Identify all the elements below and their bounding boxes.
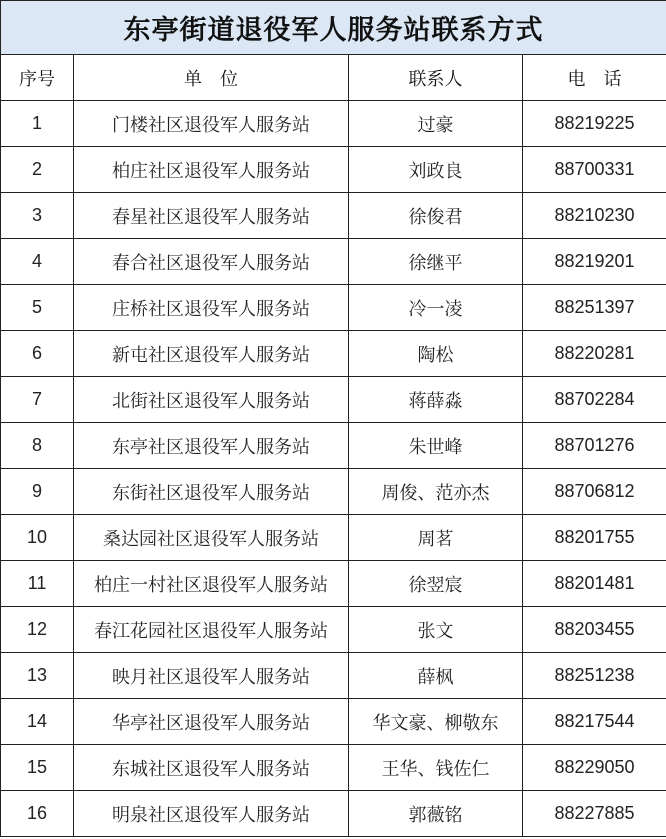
table-row	[1, 423, 666, 469]
cell-phone: 88219201	[523, 239, 666, 285]
cell-seq: 11	[1, 561, 74, 607]
cell-seq: 10	[1, 515, 74, 561]
cell-unit: 柏庄社区退役军人服务站	[74, 147, 349, 193]
cell-phone: 88706812	[523, 469, 666, 515]
header-unit: 单 位	[74, 55, 349, 101]
cell-contact: 徐翌宸	[349, 561, 523, 607]
cell-phone: 88220281	[523, 331, 666, 377]
cell-unit: 庄桥社区退役军人服务站	[74, 285, 349, 331]
cell-seq: 1	[1, 101, 74, 147]
cell-seq: 12	[1, 607, 74, 653]
cell-phone: 88700331	[523, 147, 666, 193]
cell-contact: 陶松	[349, 331, 523, 377]
cell-contact: 蒋薛淼	[349, 377, 523, 423]
cell-phone: 88210230	[523, 193, 666, 239]
header-seq: 序号	[1, 55, 74, 101]
table-row	[1, 561, 666, 607]
cell-unit: 门楼社区退役军人服务站	[74, 101, 349, 147]
table-row	[1, 515, 666, 561]
cell-phone: 88251397	[523, 285, 666, 331]
cell-contact: 刘政良	[349, 147, 523, 193]
cell-contact: 周茗	[349, 515, 523, 561]
cell-seq: 2	[1, 147, 74, 193]
cell-phone: 88701276	[523, 423, 666, 469]
cell-phone: 88227885	[523, 791, 666, 837]
cell-unit: 春合社区退役军人服务站	[74, 239, 349, 285]
table-row	[1, 285, 666, 331]
table-row	[1, 653, 666, 699]
cell-unit: 北街社区退役军人服务站	[74, 377, 349, 423]
cell-seq: 9	[1, 469, 74, 515]
cell-unit: 华亭社区退役军人服务站	[74, 699, 349, 745]
cell-contact: 冷一凌	[349, 285, 523, 331]
cell-phone: 88201755	[523, 515, 666, 561]
header-phone: 电 话	[523, 55, 666, 101]
cell-phone: 88229050	[523, 745, 666, 791]
header-contact: 联系人	[349, 55, 523, 101]
table-row	[1, 101, 666, 147]
cell-phone: 88251238	[523, 653, 666, 699]
cell-unit: 新屯社区退役军人服务站	[74, 331, 349, 377]
cell-contact: 张文	[349, 607, 523, 653]
table-row	[1, 607, 666, 653]
cell-contact: 周俊、范亦杰	[349, 469, 523, 515]
cell-unit: 春星社区退役军人服务站	[74, 193, 349, 239]
table-row	[1, 791, 666, 837]
cell-seq: 3	[1, 193, 74, 239]
cell-seq: 6	[1, 331, 74, 377]
cell-contact: 华文豪、柳敬东	[349, 699, 523, 745]
cell-unit: 明泉社区退役军人服务站	[74, 791, 349, 837]
cell-unit: 柏庄一村社区退役军人服务站	[74, 561, 349, 607]
table-row	[1, 193, 666, 239]
cell-phone: 88217544	[523, 699, 666, 745]
table-row	[1, 377, 666, 423]
table-row	[1, 745, 666, 791]
cell-phone: 88201481	[523, 561, 666, 607]
cell-seq: 8	[1, 423, 74, 469]
table-row	[1, 239, 666, 285]
cell-unit: 东城社区退役军人服务站	[74, 745, 349, 791]
table-row	[1, 699, 666, 745]
cell-seq: 4	[1, 239, 74, 285]
cell-phone: 88219225	[523, 101, 666, 147]
cell-contact: 薛枫	[349, 653, 523, 699]
table-title: 东亭街道退役军人服务站联系方式	[1, 1, 666, 55]
cell-seq: 15	[1, 745, 74, 791]
table-row	[1, 469, 666, 515]
table-row	[1, 331, 666, 377]
header-row	[1, 55, 666, 101]
cell-unit: 映月社区退役军人服务站	[74, 653, 349, 699]
cell-contact: 徐继平	[349, 239, 523, 285]
cell-contact: 朱世峰	[349, 423, 523, 469]
table-row	[1, 147, 666, 193]
cell-contact: 徐俊君	[349, 193, 523, 239]
cell-contact: 王华、钱佐仁	[349, 745, 523, 791]
cell-seq: 13	[1, 653, 74, 699]
cell-phone: 88702284	[523, 377, 666, 423]
cell-contact: 过豪	[349, 101, 523, 147]
cell-phone: 88203455	[523, 607, 666, 653]
cell-unit: 东亭社区退役军人服务站	[74, 423, 349, 469]
cell-unit: 东街社区退役军人服务站	[74, 469, 349, 515]
cell-seq: 5	[1, 285, 74, 331]
cell-contact: 郭薇铭	[349, 791, 523, 837]
cell-seq: 7	[1, 377, 74, 423]
cell-seq: 16	[1, 791, 74, 837]
cell-seq: 14	[1, 699, 74, 745]
cell-unit: 桑达园社区退役军人服务站	[74, 515, 349, 561]
cell-unit: 春江花园社区退役军人服务站	[74, 607, 349, 653]
